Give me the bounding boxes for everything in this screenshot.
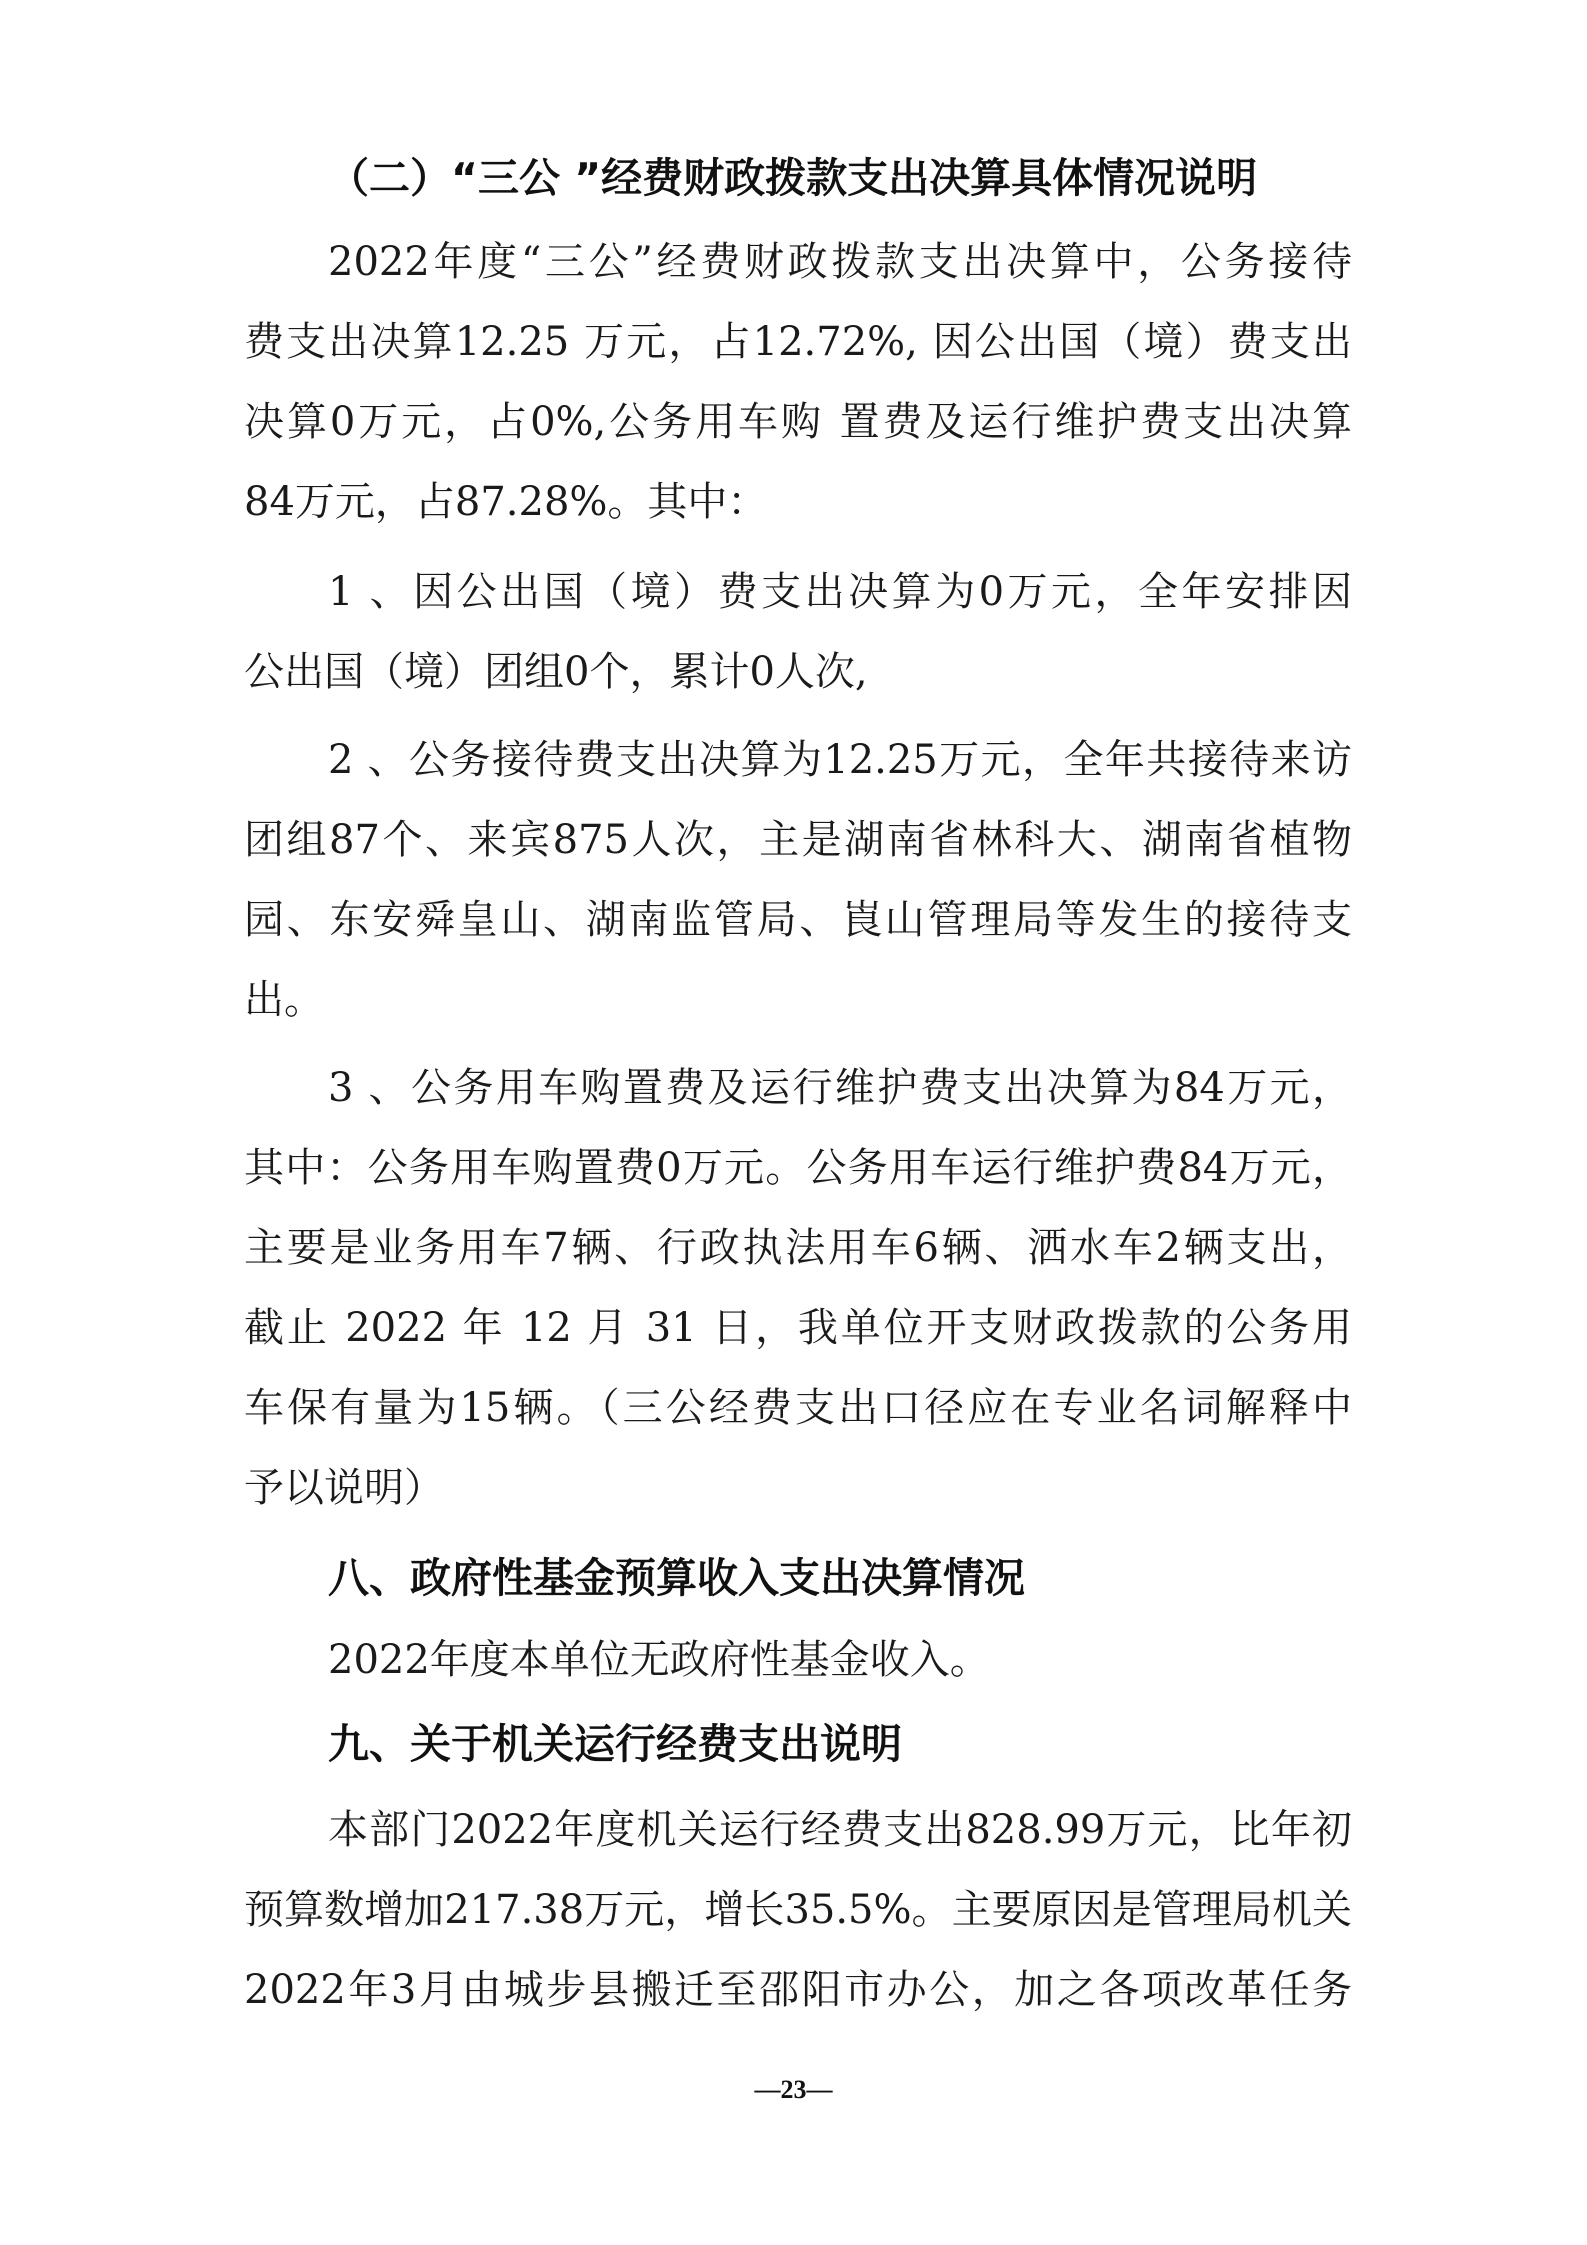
body-text-line [328,222,1587,302]
line-text: 截止 2022 年 12 月 31 日，我单位开支财政拨款的公务用 [244,1305,1352,1351]
line-text: 予以说明） [244,1465,444,1511]
body-text-line [244,632,1587,712]
line-text: 3 、公务用车购置费及运行维护费支出决算为84万元， [328,1065,1352,1111]
line-text: 2022年度“三公”经费财政拨款支出决算中，公务接待 [328,239,1352,285]
line-text: 1 、因公出国（境）费支出决算为0万元，全年安排因 [328,569,1352,615]
line-text: 2 、公务接待费支出决算为12.25万元，全年共接待来访 [328,737,1352,783]
body-text-line [244,1288,1587,1368]
body-text-line [244,302,1587,382]
body-text-line [244,1368,1587,1448]
line-text: 九、关于机关运行经费支出说明 [328,1720,902,1768]
line-text: 团组87个、来宾875人次，主是湖南省林科大、湖南省植物 [244,817,1352,863]
body-text-line [328,1048,1587,1128]
line-text: 出。 [244,977,324,1023]
line-text: （二）“三公 ”经费财政拨款支出决算具体情况说明 [328,154,1258,202]
section-heading [328,1538,1587,1618]
body-text-line [328,1790,1587,1870]
body-text-line [244,1208,1587,1288]
body-text-line [244,382,1587,462]
line-text: 车保有量为15辆。（三公经费支出口径应在专业名词解释中 [244,1385,1352,1431]
line-text: 公出国（境）团组0个，累计0人次, [244,649,868,695]
page-number: —23— [754,2075,833,2104]
line-text: 2022年度本单位无政府性基金收入。 [328,1637,990,1683]
body-text-line [244,1950,1587,2030]
section-heading [328,138,1587,218]
line-text: 园、东安舜皇山、湖南监管局、崀山管理局等发生的接待支 [244,897,1352,943]
line-text: 2022年3月由城步县搬迁至邵阳市办公，加之各项改革任务 [244,1967,1352,2013]
body-text-line [328,720,1587,800]
body-text-line [244,1870,1587,1950]
line-text: 预算数增加217.38万元，增长35.5%。主要原因是管理局机关 [244,1887,1352,1933]
section-heading [328,1704,1587,1784]
body-text-line [244,800,1587,880]
body-text-line [244,960,1587,1040]
line-text: 费支出决算12.25 万元，占12.72%, 因公出国（境）费支出 [244,319,1352,365]
line-text: 本部门2022年度机关运行经费支出828.99万元，比年初 [328,1807,1352,1853]
body-text-line [244,880,1587,960]
body-text-line [328,1620,1587,1700]
line-text: 84万元，占87.28%。其中： [244,479,768,525]
body-text-line [244,462,1587,542]
body-text-line [328,552,1587,632]
line-text: 其中：公务用车购置费0万元。公务用车运行维护费84万元， [244,1145,1352,1191]
line-text: 主要是业务用车7辆、行政执法用车6辆、洒水车2辆支出， [244,1225,1352,1271]
body-text-line [244,1128,1587,1208]
body-text-line [244,1448,1587,1528]
line-text: 八、政府性基金预算收入支出决算情况 [328,1554,1025,1602]
line-text: 决算0万元，占0%,公务用车购 置费及运行维护费支出决算 [244,399,1352,445]
